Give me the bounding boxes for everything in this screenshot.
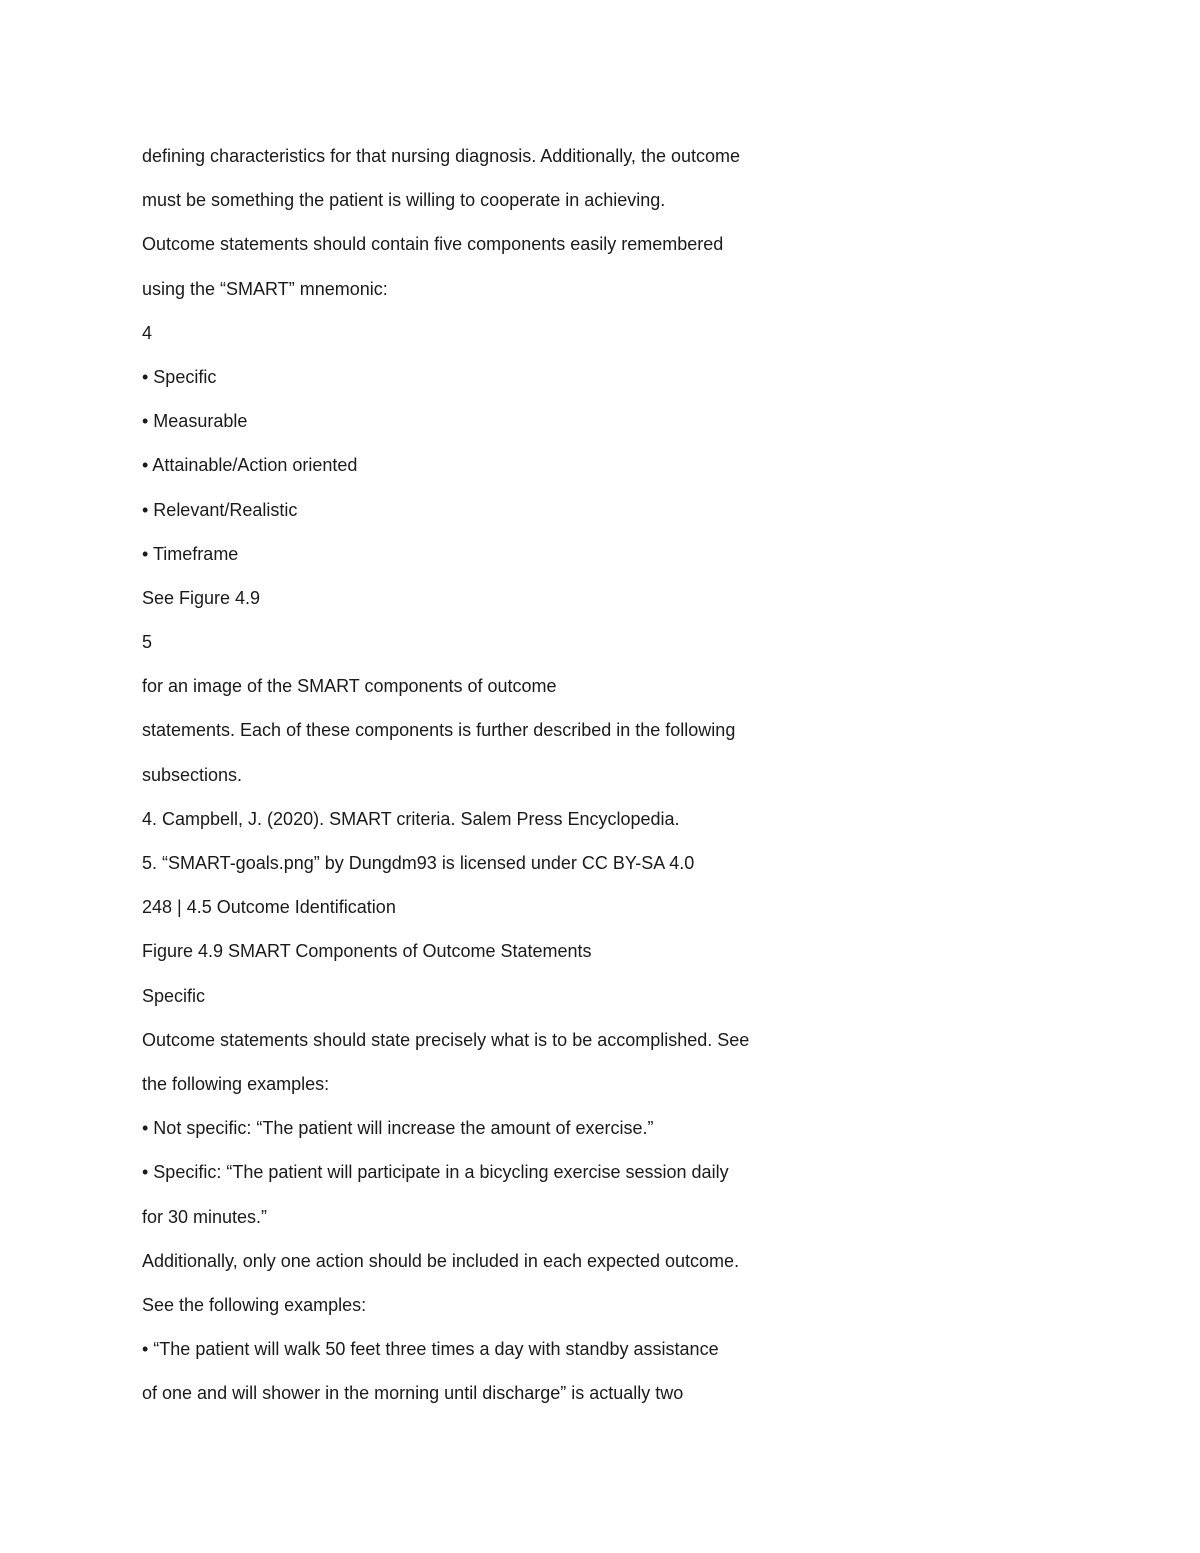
text-line: Outcome statements should state precisely what is to be accomplished. See (142, 1029, 750, 1050)
footnote: 5. “SMART-goals.png” by Dungdm93 is licensed under CC BY-SA 4.0 (142, 853, 695, 873)
text-line: for 30 minutes.” (142, 1206, 268, 1227)
list-item: • “The patient will walk 50 feet three times a day with standby assistance (142, 1339, 719, 1360)
document-body (142, 140, 842, 1421)
list-item: • Relevant/Realistic (142, 499, 298, 520)
section-heading: Specific (142, 985, 206, 1006)
list-item: • Timeframe (142, 543, 239, 564)
page-footer: 248 | 4.5 Outcome Identification (142, 897, 396, 918)
text-line: statements. Each of these components is further described in the following (142, 720, 736, 741)
text-line: for an image of the SMART components of outcome (142, 676, 557, 697)
text-line: subsections. (142, 764, 243, 785)
list-item: • Specific: “The patient will participate in a bicycling exercise session daily (142, 1162, 729, 1183)
footnote: 4. Campbell, J. (2020). SMART criteria. Salem Press Encyclopedia. (142, 808, 680, 829)
text-line: the following examples: (142, 1073, 330, 1094)
list-item: • Not specific: “The patient will increase the amount of exercise.” (142, 1118, 654, 1139)
list-item: • Specific (142, 366, 217, 387)
list-item: • Measurable (142, 411, 248, 432)
text-line: Additionally, only one action should be included in each expected outcome. (142, 1250, 740, 1271)
text-line: See the following examples: (142, 1294, 367, 1315)
list-item: • Attainable/Action oriented (142, 455, 358, 476)
footnote-marker: 4 (142, 322, 153, 343)
text-line: Outcome statements should contain five components easily remembered (142, 234, 724, 255)
text-line: See Figure 4.9 (142, 587, 261, 608)
figure-caption: Figure 4.9 SMART Components of Outcome Statements (142, 941, 592, 962)
text-line: of one and will shower in the morning until discharge” is actually two (142, 1383, 684, 1404)
text-line: using the “SMART” mnemonic: (142, 278, 388, 299)
footnote-marker: 5 (142, 632, 153, 653)
text-line: must be something the patient is willing to cooperate in achieving. (142, 190, 666, 211)
text-line: defining characteristics for that nursing diagnosis. Additionally, the outcome (142, 146, 740, 166)
